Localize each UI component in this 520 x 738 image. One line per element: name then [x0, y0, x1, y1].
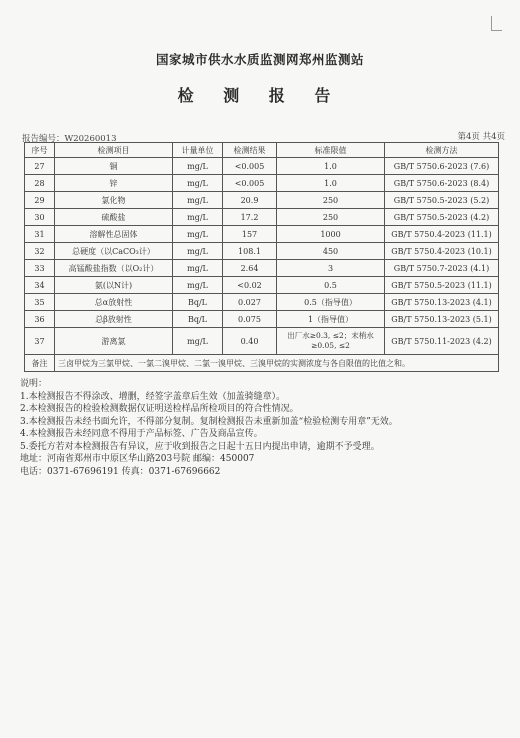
row-limit: 出厂水≥0.3, ≤2；末梢水≥0.05, ≤2	[277, 328, 385, 355]
row-result: 0.075	[223, 311, 277, 328]
row-method: GB/T 5750.5-2023 (4.2)	[385, 209, 499, 226]
row-result: 20.9	[223, 192, 277, 209]
row-no: 34	[25, 277, 55, 294]
table-row	[25, 158, 499, 175]
row-unit: mg/L	[173, 277, 223, 294]
row-method: GB/T 5750.5-2023 (5.2)	[385, 192, 499, 209]
row-result: 17.2	[223, 209, 277, 226]
footnote-label: 备注	[25, 355, 55, 372]
row-limit: 1000	[277, 226, 385, 243]
row-limit: 1.0	[277, 158, 385, 175]
row-unit: mg/L	[173, 158, 223, 175]
row-item: 锌	[55, 175, 173, 192]
row-result: 0.40	[223, 328, 277, 355]
row-method: GB/T 5750.4-2023 (10.1)	[385, 243, 499, 260]
row-item: 总α放射性	[55, 294, 173, 311]
row-item: 硫酸盐	[55, 209, 173, 226]
footnote-text: 三卤甲烷为三氯甲烷、一氯二溴甲烷、二氯一溴甲烷、三溴甲烷的实测浓度与各自限值的比值之和。	[55, 355, 499, 372]
note-line: 5.委托方若对本检测报告有异议，应于收到报告之日起十五日内提出申请，逾期不予受理。	[20, 441, 380, 452]
col-header-limit: 标准限值	[277, 143, 385, 158]
row-result: 0.027	[223, 294, 277, 311]
table-row	[25, 175, 499, 192]
row-limit: 250	[277, 192, 385, 209]
row-no: 27	[25, 158, 55, 175]
row-result: <0.02	[223, 277, 277, 294]
table-row	[25, 192, 499, 209]
crop-mark	[491, 16, 502, 31]
row-method: GB/T 5750.4-2023 (11.1)	[385, 226, 499, 243]
table-header-row	[25, 143, 499, 158]
row-unit: mg/L	[173, 209, 223, 226]
note-line: 4.本检测报告未经同意不得用于产品标签、广告及商品宣传。	[20, 429, 263, 439]
row-result: <0.005	[223, 175, 277, 192]
row-item: 氨(以N计)	[55, 277, 173, 294]
row-limit: 0.5	[277, 277, 385, 294]
row-result: 108.1	[223, 243, 277, 260]
row-item: 总硬度（以CaCO₃计）	[55, 243, 173, 260]
row-no: 32	[25, 243, 55, 260]
results-table	[24, 142, 499, 372]
row-method: GB/T 5750.6-2023 (7.6)	[385, 158, 499, 175]
row-limit: 450	[277, 243, 385, 260]
row-item: 氯化物	[55, 192, 173, 209]
row-unit: mg/L	[173, 260, 223, 277]
row-method: GB/T 5750.5-2023 (11.1)	[385, 277, 499, 294]
row-item: 总β放射性	[55, 311, 173, 328]
row-no: 28	[25, 175, 55, 192]
note-line: 1.本检测报告不得涂改、增删，经签字盖章后生效（加盖骑缝章）。	[20, 391, 286, 402]
row-no: 31	[25, 226, 55, 243]
table-row	[25, 260, 499, 277]
row-method: GB/T 5750.6-2023 (8.4)	[385, 175, 499, 192]
row-unit: mg/L	[173, 192, 223, 209]
note-line: 3.本检测报告未经书面允许，不得部分复制。复制检测报告未重新加盖“检验检测专用章”无效。	[20, 416, 398, 427]
row-result: 2.64	[223, 260, 277, 277]
row-limit: 0.5（指导值）	[277, 294, 385, 311]
note-line: 2.本检测报告的检验检测数据仅证明送检样品所检项目的符合性情况。	[20, 404, 299, 414]
address-line: 地址：河南省郑州市中原区华山路203号院 邮编：450007	[20, 454, 255, 464]
row-no: 36	[25, 311, 55, 328]
table-row	[25, 277, 499, 294]
row-method: GB/T 5750.7-2023 (4.1)	[385, 260, 499, 277]
table-row	[25, 209, 499, 226]
row-unit: mg/L	[173, 243, 223, 260]
row-limit: 250	[277, 209, 385, 226]
row-limit: 3	[277, 260, 385, 277]
table-row	[25, 243, 499, 260]
row-no: 37	[25, 328, 55, 355]
row-limit: 1（指导值）	[277, 311, 385, 328]
row-result: <0.005	[223, 158, 277, 175]
page-number: 第4页 共4页	[457, 132, 505, 142]
row-no: 35	[25, 294, 55, 311]
report-number: 报告编号：W20260013	[22, 134, 117, 144]
row-item: 高锰酸盐指数（以O₂计）	[55, 260, 173, 277]
report-title: 检 测 报 告	[177, 86, 343, 105]
notes-heading: 说明：	[20, 379, 48, 389]
col-header-unit: 计量单位	[173, 143, 223, 158]
row-no: 33	[25, 260, 55, 277]
row-unit: Bq/L	[173, 294, 223, 311]
col-header-no: 序号	[25, 143, 55, 158]
row-no: 30	[25, 209, 55, 226]
table-row	[25, 294, 499, 311]
row-unit: mg/L	[173, 226, 223, 243]
row-result: 157	[223, 226, 277, 243]
row-unit: mg/L	[173, 328, 223, 355]
contact-line: 电话：0371-67696191 传真：0371-67696662	[20, 466, 221, 477]
row-method: GB/T 5750.11-2023 (4.2)	[385, 328, 499, 355]
row-item: 游离氯	[55, 328, 173, 355]
table-row	[25, 226, 499, 243]
row-no: 29	[25, 192, 55, 209]
col-header-method: 检测方法	[385, 143, 499, 158]
table-row	[25, 311, 499, 328]
col-header-result: 检测结果	[223, 143, 277, 158]
row-method: GB/T 5750.13-2023 (5.1)	[385, 311, 499, 328]
table-row	[25, 328, 499, 355]
row-method: GB/T 5750.13-2023 (4.1)	[385, 294, 499, 311]
org-name: 国家城市供水水质监测网郑州监测站	[155, 52, 364, 67]
col-header-item: 检测项目	[55, 143, 173, 158]
footnote-row	[25, 355, 499, 372]
row-item: 铜	[55, 158, 173, 175]
row-item: 溶解性总固体	[55, 226, 173, 243]
notes-section	[20, 378, 500, 478]
row-unit: Bq/L	[173, 311, 223, 328]
row-limit: 1.0	[277, 175, 385, 192]
row-unit: mg/L	[173, 175, 223, 192]
